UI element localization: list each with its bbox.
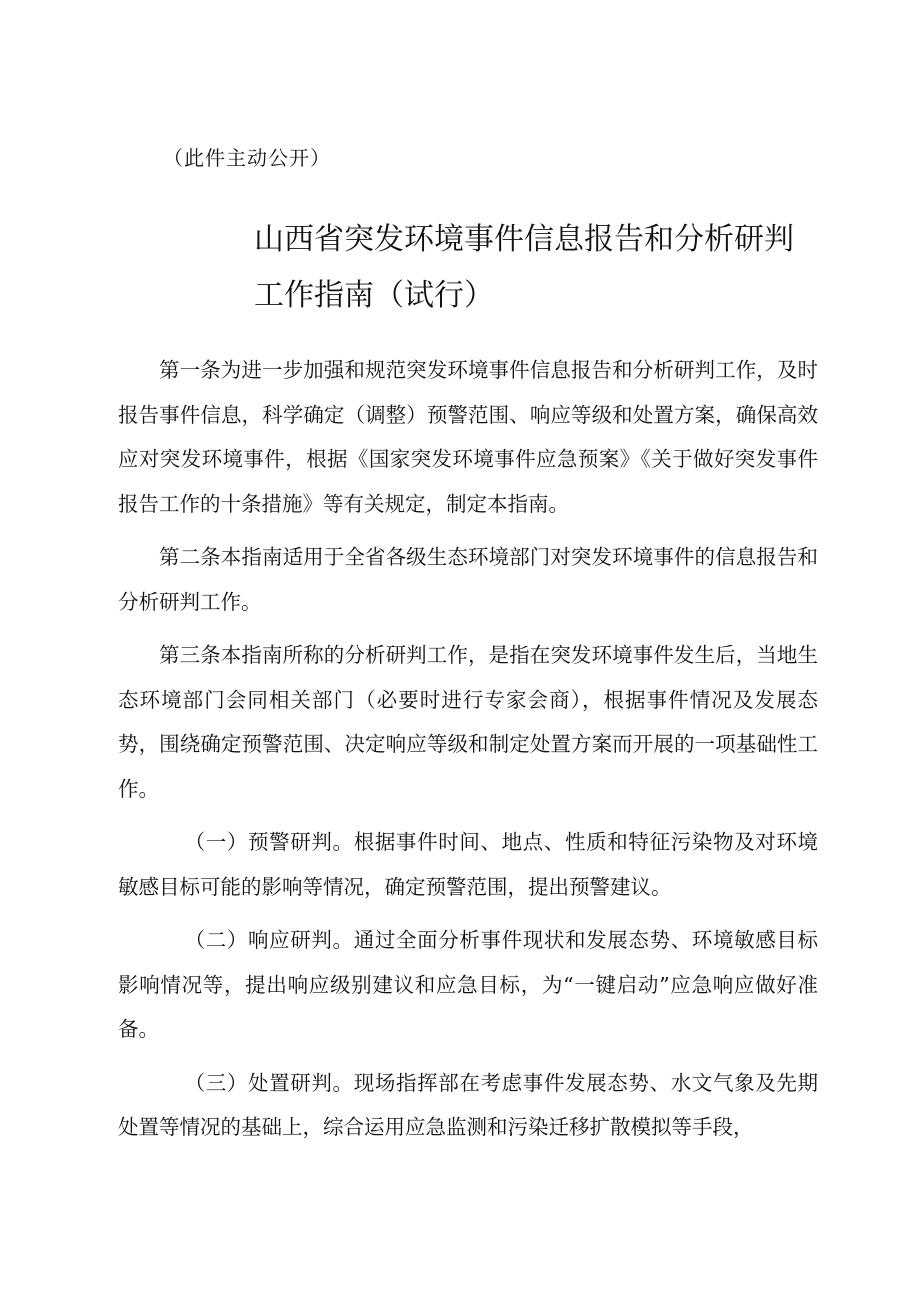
item-warning-assessment: （一）预警研判。根据事件时间、地点、性质和特征污染物及对环境敏感目标可能的影响等情况，确定预警范围，提出预警建议。 [118, 830, 818, 899]
document-body [118, 348, 818, 1159]
article-3-paragraph: 第三条本指南所称的分析研判工作，是指在突发环境事件发生后，当地生态环境部门会同相关部门（必要时进行专家会商），根据事件情况及发展态势，围绕确定预警范围、决定响应等级和制定处置方案而开展的一项基础性工作。 [118, 643, 818, 801]
disclosure-note: （此件主动公开） [163, 146, 331, 170]
document-title-line-1: 山西省突发环境事件信息报告和分析研判 [254, 222, 794, 257]
document-title [254, 212, 814, 324]
item-disposal-assessment: （三）处置研判。现场指挥部在考虑事件发展态势、水文气象及先期处置等情况的基础上，综合运用应急监测和污染迁移扩散模拟等手段， [118, 1070, 818, 1139]
article-2-paragraph: 第二条本指南适用于全省各级生态环境部门对突发环境事件的信息报告和分析研判工作。 [118, 545, 818, 614]
item-response-assessment: （二）响应研判。通过全面分析事件现状和发展态势、环境敏感目标影响情况等，提出响应级别建议和应急目标，为“一键启动”应急响应做好准备。 [118, 928, 818, 1041]
article-1-paragraph: 第一条为进一步加强和规范突发环境事件信息报告和分析研判工作，及时报告事件信息，科学确定（调整）预警范围、响应等级和处置方案，确保高效应对突发环境事件，根据《国家突发环境事件应急预案》《关于做好突发事件报告工作的十条措施》等有关规定，制定本指南。 [118, 358, 818, 516]
document-title-line-2: 工作指南（试行） [254, 278, 494, 313]
